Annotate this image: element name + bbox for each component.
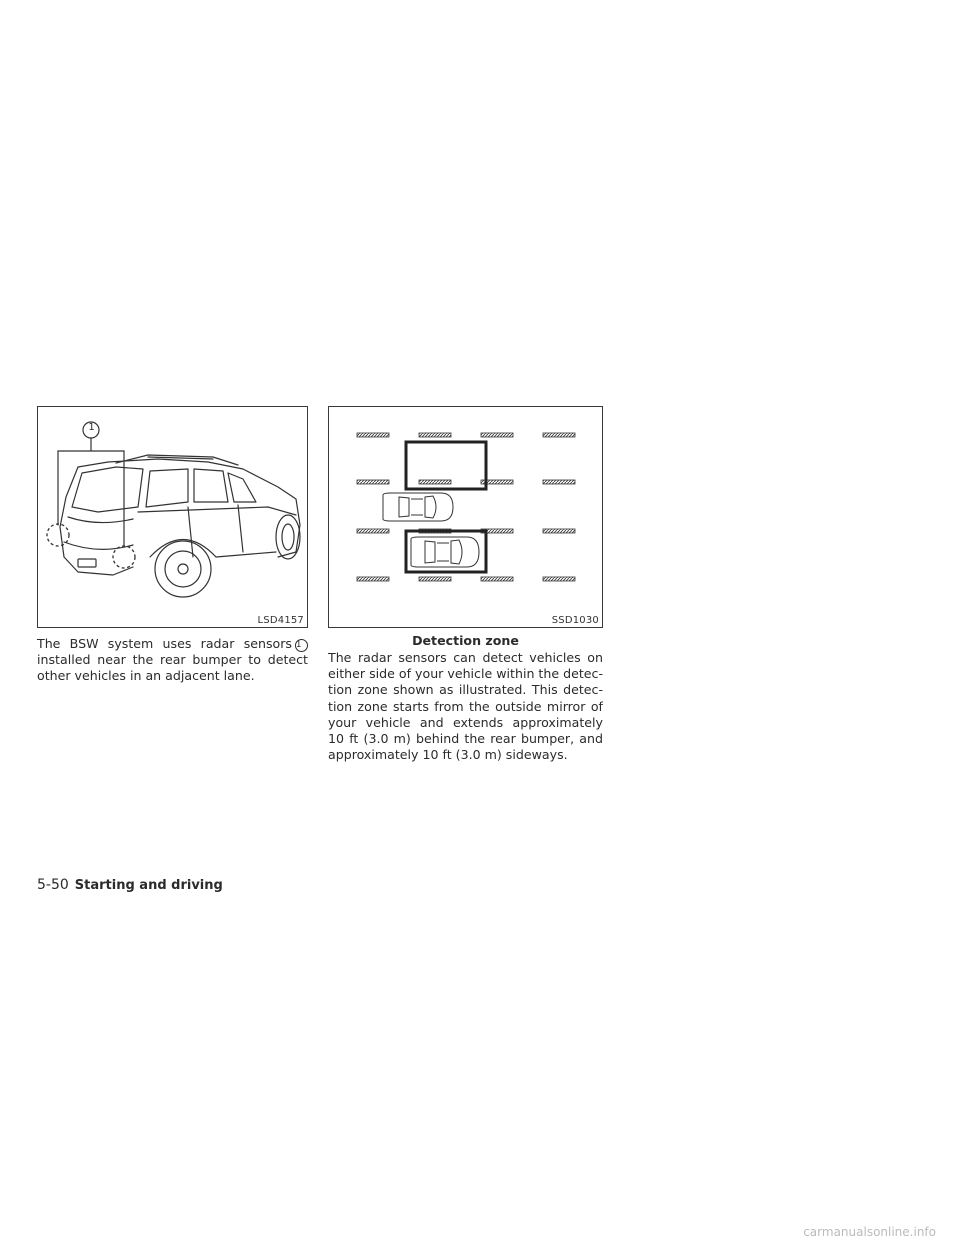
callout-reference: 1 bbox=[295, 639, 308, 652]
paragraph-line: 10 ft (3.0 m) behind the rear bumper, and bbox=[328, 730, 603, 746]
figure-code: LSD4157 bbox=[257, 615, 304, 626]
own-vehicle bbox=[411, 537, 479, 567]
paragraph-line: your vehicle and extends approximately bbox=[328, 714, 603, 730]
paragraph-line: tion zone shown as illustrated. This detec- bbox=[328, 682, 603, 698]
paragraph-line: The BSW system uses radar sensors bbox=[37, 636, 292, 651]
figure-caption: Detection zone bbox=[412, 633, 519, 648]
paragraph-line: installed near the rear bumper to detect bbox=[37, 652, 308, 668]
paragraph-line: tion zone starts from the outside mirror of bbox=[328, 698, 603, 714]
page-number: 5-50 bbox=[37, 877, 69, 893]
paragraph-line: The radar sensors can detect vehicles on bbox=[328, 650, 603, 665]
sensor-description-paragraph bbox=[37, 636, 308, 685]
right-sensor-marker bbox=[113, 546, 135, 568]
section-title: Starting and driving bbox=[74, 878, 223, 893]
sensor-location-figure bbox=[37, 406, 308, 628]
paragraph-line: other vehicles in an adjacent lane. bbox=[37, 668, 255, 684]
page-footer bbox=[37, 877, 223, 893]
detection-zone-diagram bbox=[329, 407, 602, 627]
watermark: carmanualsonline.info bbox=[803, 1225, 936, 1239]
callout-number: 1 bbox=[88, 422, 95, 433]
detection-zone-paragraph bbox=[328, 650, 603, 763]
paragraph-line: either side of your vehicle within the detec- bbox=[328, 666, 603, 682]
detection-zone-figure bbox=[328, 406, 603, 628]
suv-rear-illustration bbox=[38, 407, 307, 627]
adjacent-vehicle bbox=[383, 493, 453, 521]
figure-code: SSD1030 bbox=[551, 615, 599, 626]
paragraph-line: approximately 10 ft (3.0 m) sideways. bbox=[328, 747, 568, 763]
